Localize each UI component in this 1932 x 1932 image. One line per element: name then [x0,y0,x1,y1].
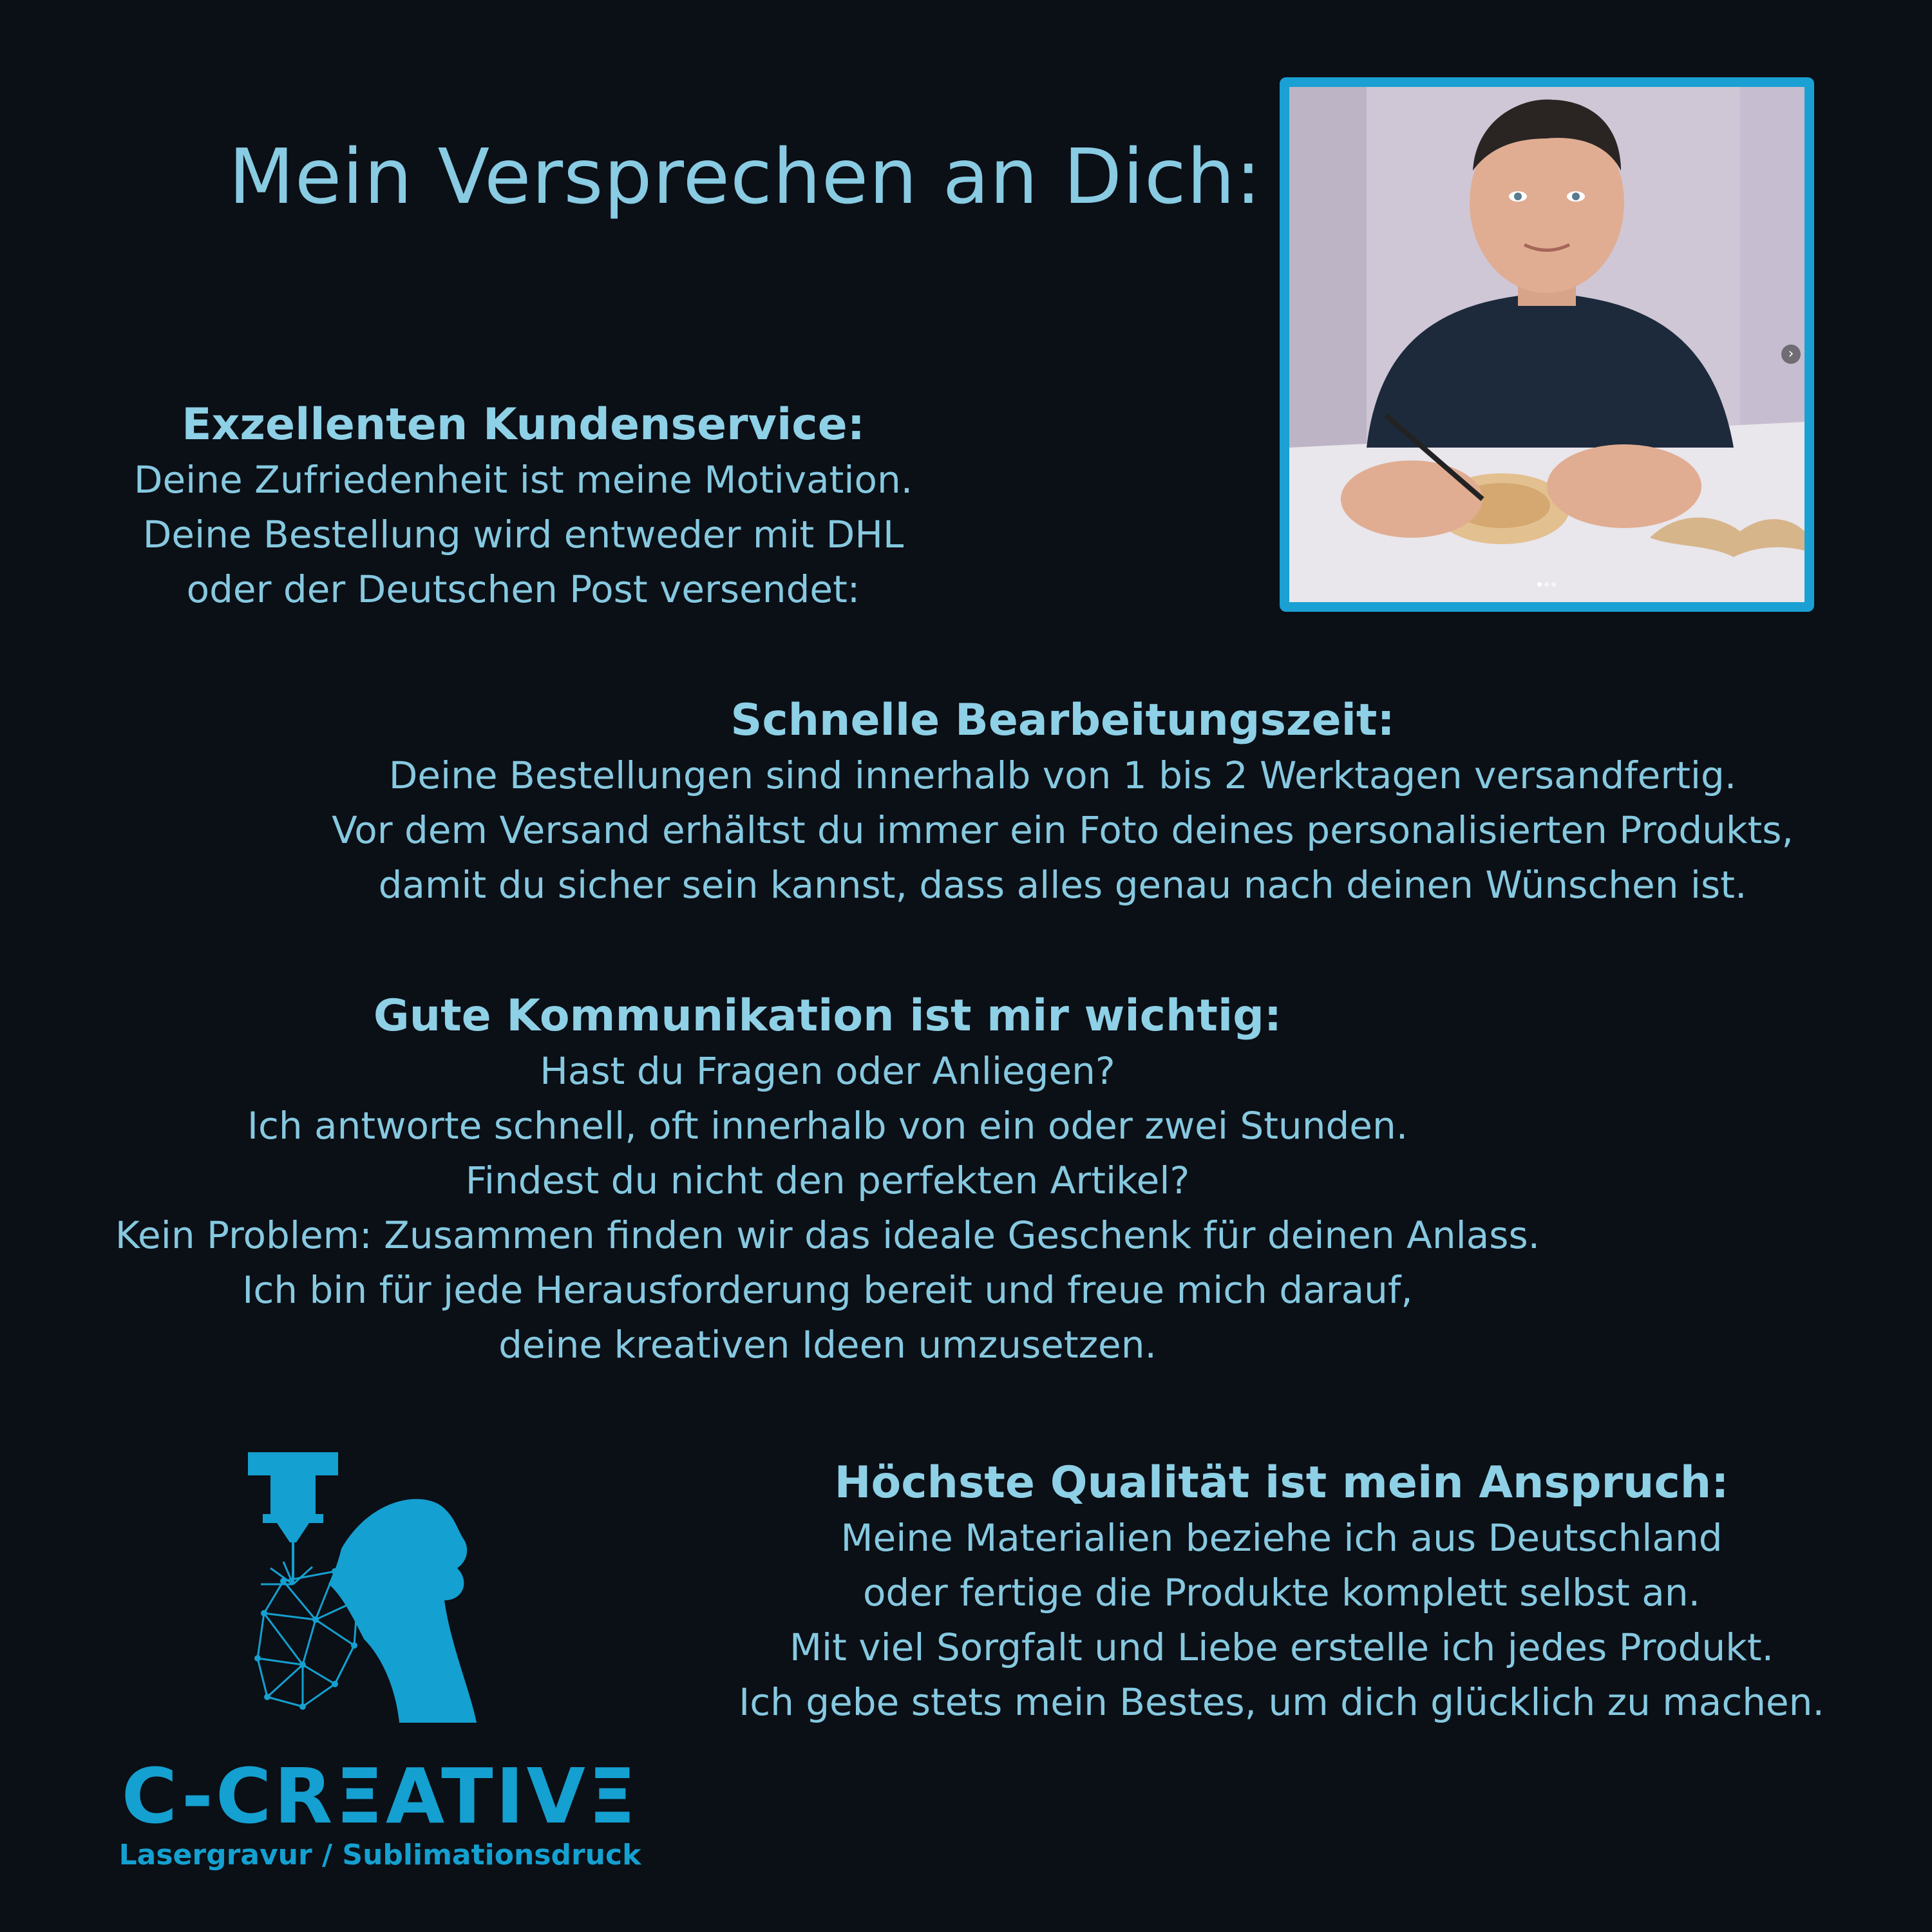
person-photo [1280,77,1814,612]
person-photo-icon [1289,87,1804,602]
section-line: oder fertige die Produkte komplett selbst an. [862,1571,1701,1615]
section-line: Deine Bestellung wird entweder mit DHL [142,513,904,556]
section-line: deine kreativen Ideen umzusetzen. [498,1323,1157,1367]
section-line: Mit viel Sorgfalt und Liebe erstelle ich jedes Produkt. [789,1625,1774,1669]
section-line: Deine Zufriedenheit ist meine Motivation. [133,458,913,502]
section-line: damit du sicher sein kannst, dass alles genau nach deinen Wünschen ist. [378,863,1747,907]
gorilla-laser-logo-icon [245,1452,515,1736]
section-line: Ich bin für jede Herausforderung bereit und freue mich darauf, [242,1268,1413,1312]
section-line: Hast du Fragen oder Anliegen? [540,1049,1115,1093]
section-customer-service [122,397,924,617]
chevron-right-icon[interactable]: › [1781,345,1801,364]
section-heading: Gute Kommunikation ist mir wichtig: [373,990,1282,1041]
carousel-dot[interactable] [1551,582,1556,587]
section-line: Ich gebe stets mein Bestes, um dich glücklich zu machen. [739,1680,1824,1724]
section-line: Findest du nicht den perfekten Artikel? [465,1159,1190,1202]
carousel-dot[interactable] [1544,582,1549,587]
brand-name: C-CRΞATIVΞ [121,1752,639,1841]
section-communication [103,989,1552,1372]
section-heading: Schnelle Bearbeitungszeit: [730,695,1395,746]
section-heading: Höchste Qualität ist mein Anspruch: [834,1457,1729,1508]
carousel-dot[interactable] [1537,582,1542,587]
section-line: Vor dem Versand erhältst du immer ein Foto deines personalisierten Produkts, [332,808,1794,852]
section-quality [721,1455,1842,1730]
section-line: Kein Problem: Zusammen finden wir das ideale Geschenk für deinen Anlass. [115,1213,1540,1257]
brand-tagline: Lasergravur / Sublimationsdruck [118,1839,641,1871]
section-processing-time [322,693,1803,913]
section-line: oder der Deutschen Post versendet: [186,567,860,611]
carousel-dots [1537,577,1558,589]
section-line: Meine Materialien beziehe ich aus Deutschland [840,1516,1723,1560]
section-heading: Exzellenten Kundenservice: [182,399,865,450]
section-line: Ich antworte schnell, oft innerhalb von ein oder zwei Stunden. [247,1104,1408,1148]
brand-logo [116,1452,644,1871]
page-title: Mein Versprechen an Dich: [229,132,1262,221]
section-line: Deine Bestellungen sind innerhalb von 1 bis 2 Werktagen versandfertig. [388,753,1737,797]
